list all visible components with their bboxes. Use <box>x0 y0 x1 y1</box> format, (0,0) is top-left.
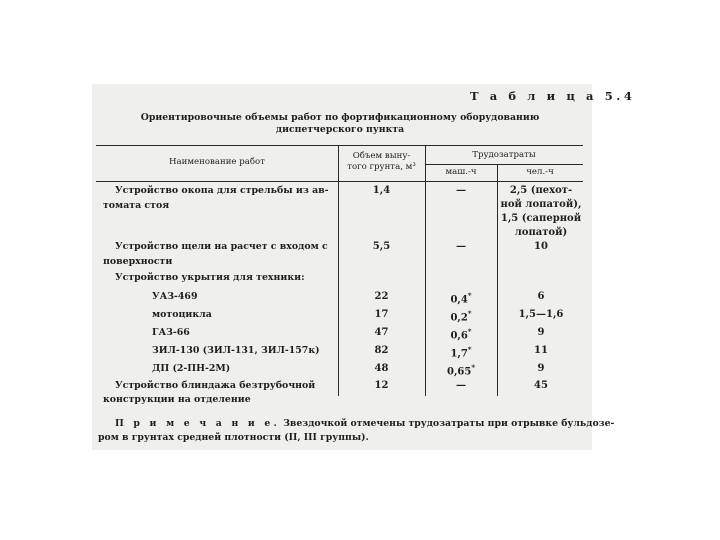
row-7-volume: 82 <box>374 345 389 356</box>
header-labor: Трудозатраты <box>472 150 536 160</box>
row-5-name: мотоцикла <box>152 309 212 320</box>
row-5-man: 1,5—1,6 <box>518 309 564 320</box>
header-bottom-rule <box>96 181 583 182</box>
note-line-1: П р и м е ч а н и е. Звездочкой отмечены трудозатраты при отрывке бульдозе- <box>115 418 615 429</box>
row-9-volume: 12 <box>374 380 389 391</box>
row-1-man-line-1: 2,5 (пехот- <box>509 185 573 196</box>
note-line-2: ром в грунтах средней плотности (II, III группы). <box>98 432 369 443</box>
row-1-name-line-1: Устройство окопа для стрельбы из ав- <box>115 185 329 196</box>
row-7-name: ЗИЛ-130 (ЗИЛ-131, ЗИЛ-157к) <box>152 345 320 356</box>
row-6-volume: 47 <box>374 327 389 338</box>
row-9-mach: — <box>456 380 466 391</box>
row-1-mach: — <box>456 185 466 196</box>
row-6-mach: 0,6* <box>450 327 472 342</box>
row-9-man: 45 <box>534 380 548 391</box>
row-4-volume: 22 <box>374 291 389 302</box>
row-8-mach: 0,65* <box>446 363 476 378</box>
header-man-hours: чел.-ч <box>526 167 554 177</box>
row-2-name-line-1: Устройство щели на расчет с входом с <box>115 241 328 252</box>
table-number: Т а б л и ц а 5.4 <box>470 89 636 103</box>
header-mach-hours: маш.-ч <box>445 167 477 177</box>
table-top-rule <box>96 145 583 146</box>
row-9-name-line-1: Устройство блиндажа безтрубочной <box>115 380 316 391</box>
row-8-volume: 48 <box>374 363 389 374</box>
header-volume-line-1: Объем выну- <box>352 151 411 161</box>
row-4-mach: 0,4* <box>450 291 472 306</box>
column-divider-1 <box>338 145 339 396</box>
labor-subheader-rule <box>425 164 583 165</box>
row-2-mach: — <box>456 241 466 252</box>
row-7-mach: 1,7* <box>450 345 472 360</box>
row-2-volume: 5,5 <box>372 241 391 252</box>
row-5-volume: 17 <box>374 309 389 320</box>
row-2-man: 10 <box>534 241 548 252</box>
row-6-man: 9 <box>537 327 545 338</box>
row-4-name: УАЗ-469 <box>152 291 198 302</box>
row-4-man: 6 <box>537 291 545 302</box>
row-2-name-line-2: поверхности <box>103 256 173 267</box>
row-5-mach: 0,2* <box>450 309 472 324</box>
header-name: Наименование работ <box>169 157 265 167</box>
table-caption-line-1: Ориентировочные объемы работ по фортификационному оборудованию <box>140 112 540 123</box>
row-1-name-line-2: томата стоя <box>103 200 170 211</box>
row-8-man: 9 <box>537 363 545 374</box>
row-6-name: ГАЗ-66 <box>152 327 190 338</box>
row-1-man-line-3: 1,5 (саперной <box>500 213 582 224</box>
row-9-name-line-2: конструкции на отделение <box>103 394 251 405</box>
header-volume-line-2: того грунта, м³ <box>347 162 416 172</box>
table-caption-line-2: диспетчерского пункта <box>275 124 405 135</box>
row-3-name: Устройство укрытия для техники: <box>115 272 305 283</box>
row-1-volume: 1,4 <box>372 185 391 196</box>
row-1-man-line-4: лопатой) <box>514 227 568 238</box>
row-8-name: ДП (2-ПН-2М) <box>152 363 231 374</box>
row-7-man: 11 <box>534 345 548 356</box>
row-1-man-line-2: ной лопатой), <box>500 199 582 210</box>
